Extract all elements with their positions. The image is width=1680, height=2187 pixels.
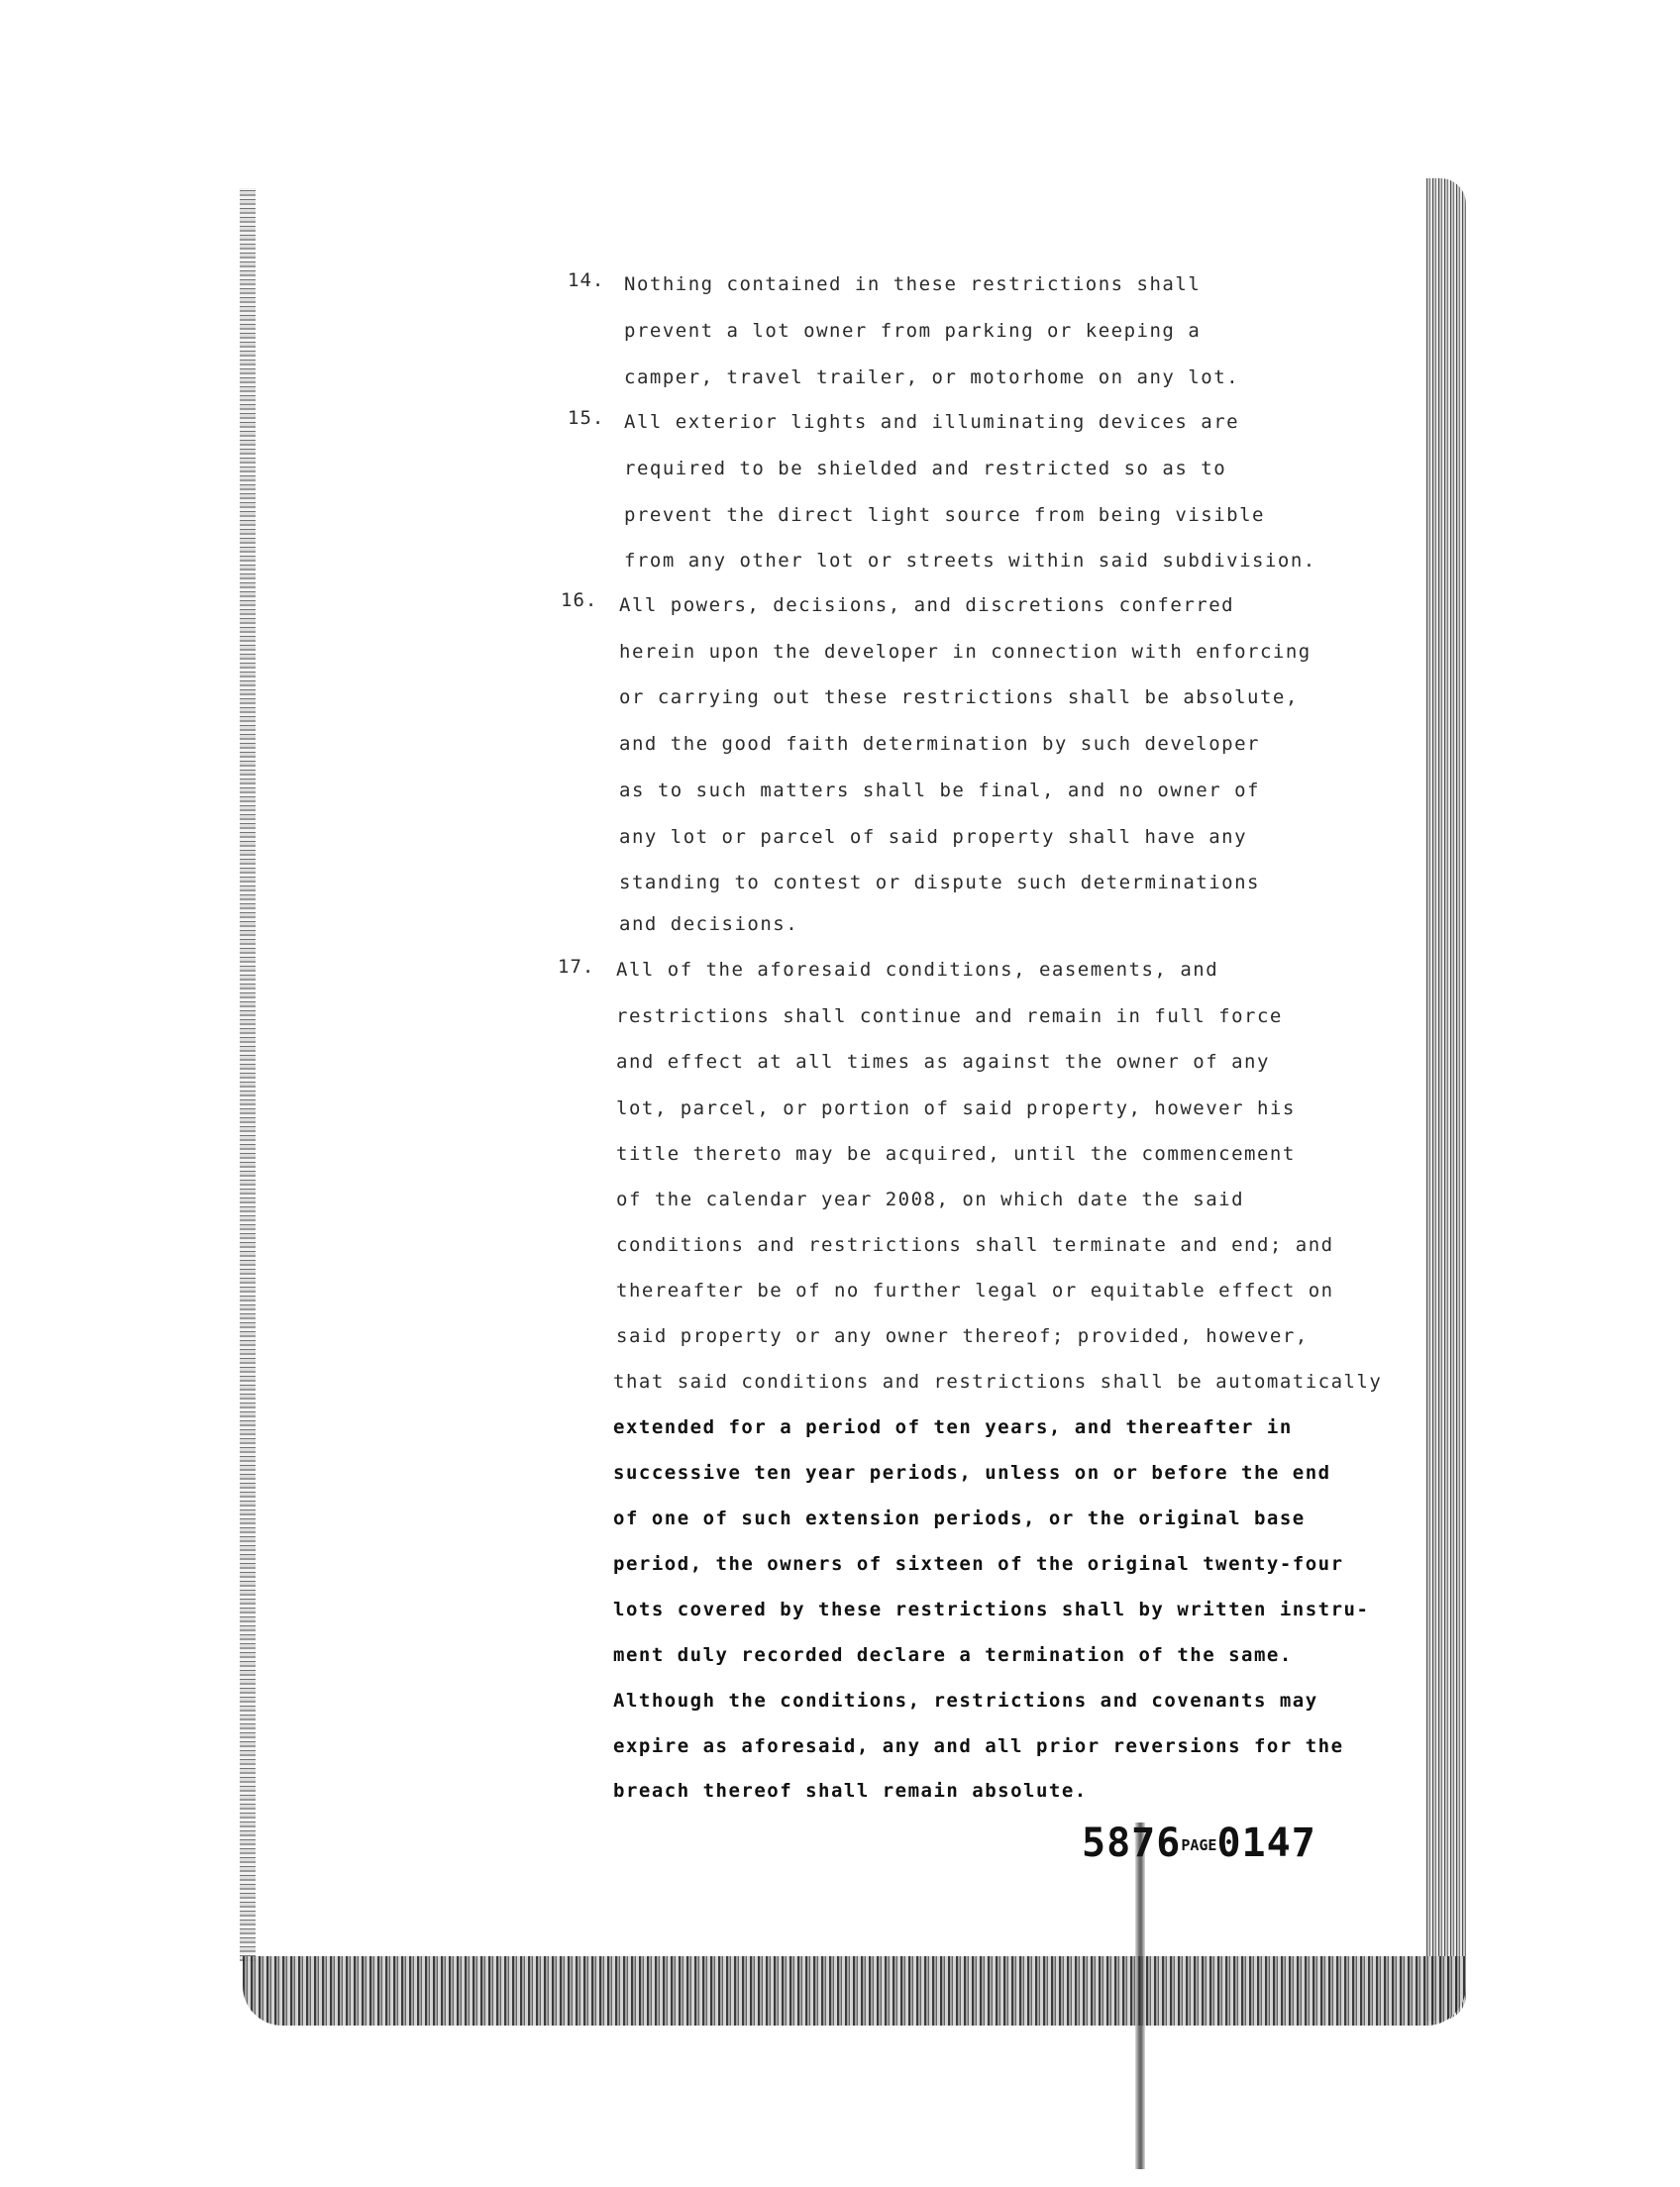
paragraph-line: and effect at all times as against the owner of any <box>616 1051 1270 1073</box>
paragraph-line: All exterior lights and illuminating devices are <box>624 411 1240 433</box>
paragraph-line: title thereto may be acquired, until the commencement <box>616 1143 1296 1165</box>
scan-edge-right <box>1426 178 1466 2021</box>
paragraph-line: prevent a lot owner from parking or keeping a <box>624 320 1202 342</box>
paragraph-line: and the good faith determination by such developer <box>619 733 1260 755</box>
paragraph-number: 16. <box>561 589 598 611</box>
paragraph-line: restrictions shall continue and remain in full force <box>616 1005 1283 1027</box>
paragraph-line: All powers, decisions, and discretions conferred <box>619 594 1235 616</box>
paragraph-number: 14. <box>568 269 605 291</box>
paragraph-line: lots covered by these restrictions shall by written instru- <box>613 1599 1370 1620</box>
paragraph-line: conditions and restrictions shall terminate and end; and <box>616 1234 1334 1256</box>
paragraph-line: from any other lot or streets within said subdivision. <box>624 550 1316 572</box>
paragraph-number: 15. <box>568 407 605 429</box>
paragraph-line: ment duly recorded declare a termination of the same. <box>613 1644 1293 1666</box>
paragraph-line: expire as aforesaid, any and all prior reversions for the <box>613 1735 1344 1757</box>
paragraph-number: 17. <box>558 956 595 978</box>
paragraph-line: standing to contest or dispute such determinations <box>619 872 1260 893</box>
paragraph-line: Although the conditions, restrictions and covenants may <box>613 1690 1318 1712</box>
paragraph-line: Nothing contained in these restrictions shall <box>624 273 1202 295</box>
scan-edge-left <box>240 188 256 1961</box>
paragraph-line: lot, parcel, or portion of said property, however his <box>616 1097 1296 1119</box>
scan-edge-bottom <box>243 1956 1466 2026</box>
paragraph-line: said property or any owner thereof; provided, however, <box>616 1325 1309 1347</box>
paragraph-line: successive ten year periods, unless on or before the end <box>613 1462 1331 1484</box>
paragraph-line: herein upon the developer in connection with enforcing <box>619 641 1312 663</box>
paragraph-line: All of the aforesaid conditions, easements, and <box>616 959 1219 981</box>
paragraph-line: or carrying out these restrictions shall be absolute, <box>619 686 1299 708</box>
paragraph-line: and decisions. <box>619 913 799 935</box>
paragraph-line: any lot or parcel of said property shall have any <box>619 826 1248 848</box>
paragraph-line: camper, travel trailer, or motorhome on any lot. <box>624 366 1240 388</box>
page-label: PAGE <box>1181 1836 1217 1854</box>
paragraph-line: of the calendar year 2008, on which date the said <box>616 1189 1245 1210</box>
paragraph-line: required to be shielded and restricted so as to <box>624 458 1227 479</box>
paragraph-line: prevent the direct light source from being visible <box>624 504 1265 526</box>
page-number: 0147 <box>1216 1821 1316 1866</box>
paragraph-line: of one of such extension periods, or the original base <box>613 1508 1306 1529</box>
paragraph-line: breach thereof shall remain absolute. <box>613 1780 1088 1802</box>
scan-fold-mark <box>1135 1822 1145 2169</box>
paragraph-line: that said conditions and restrictions shall be automatically <box>613 1371 1383 1393</box>
paragraph-line: period, the owners of sixteen of the original twenty-four <box>613 1553 1344 1575</box>
paragraph-line: extended for a period of ten years, and thereafter in <box>613 1416 1293 1438</box>
paragraph-line: as to such matters shall be final, and no owner of <box>619 780 1260 801</box>
paragraph-line: thereafter be of no further legal or equitable effect on <box>616 1280 1334 1302</box>
recording-page-reference <box>1082 1821 1316 1866</box>
book-number: 5876 <box>1082 1821 1182 1866</box>
